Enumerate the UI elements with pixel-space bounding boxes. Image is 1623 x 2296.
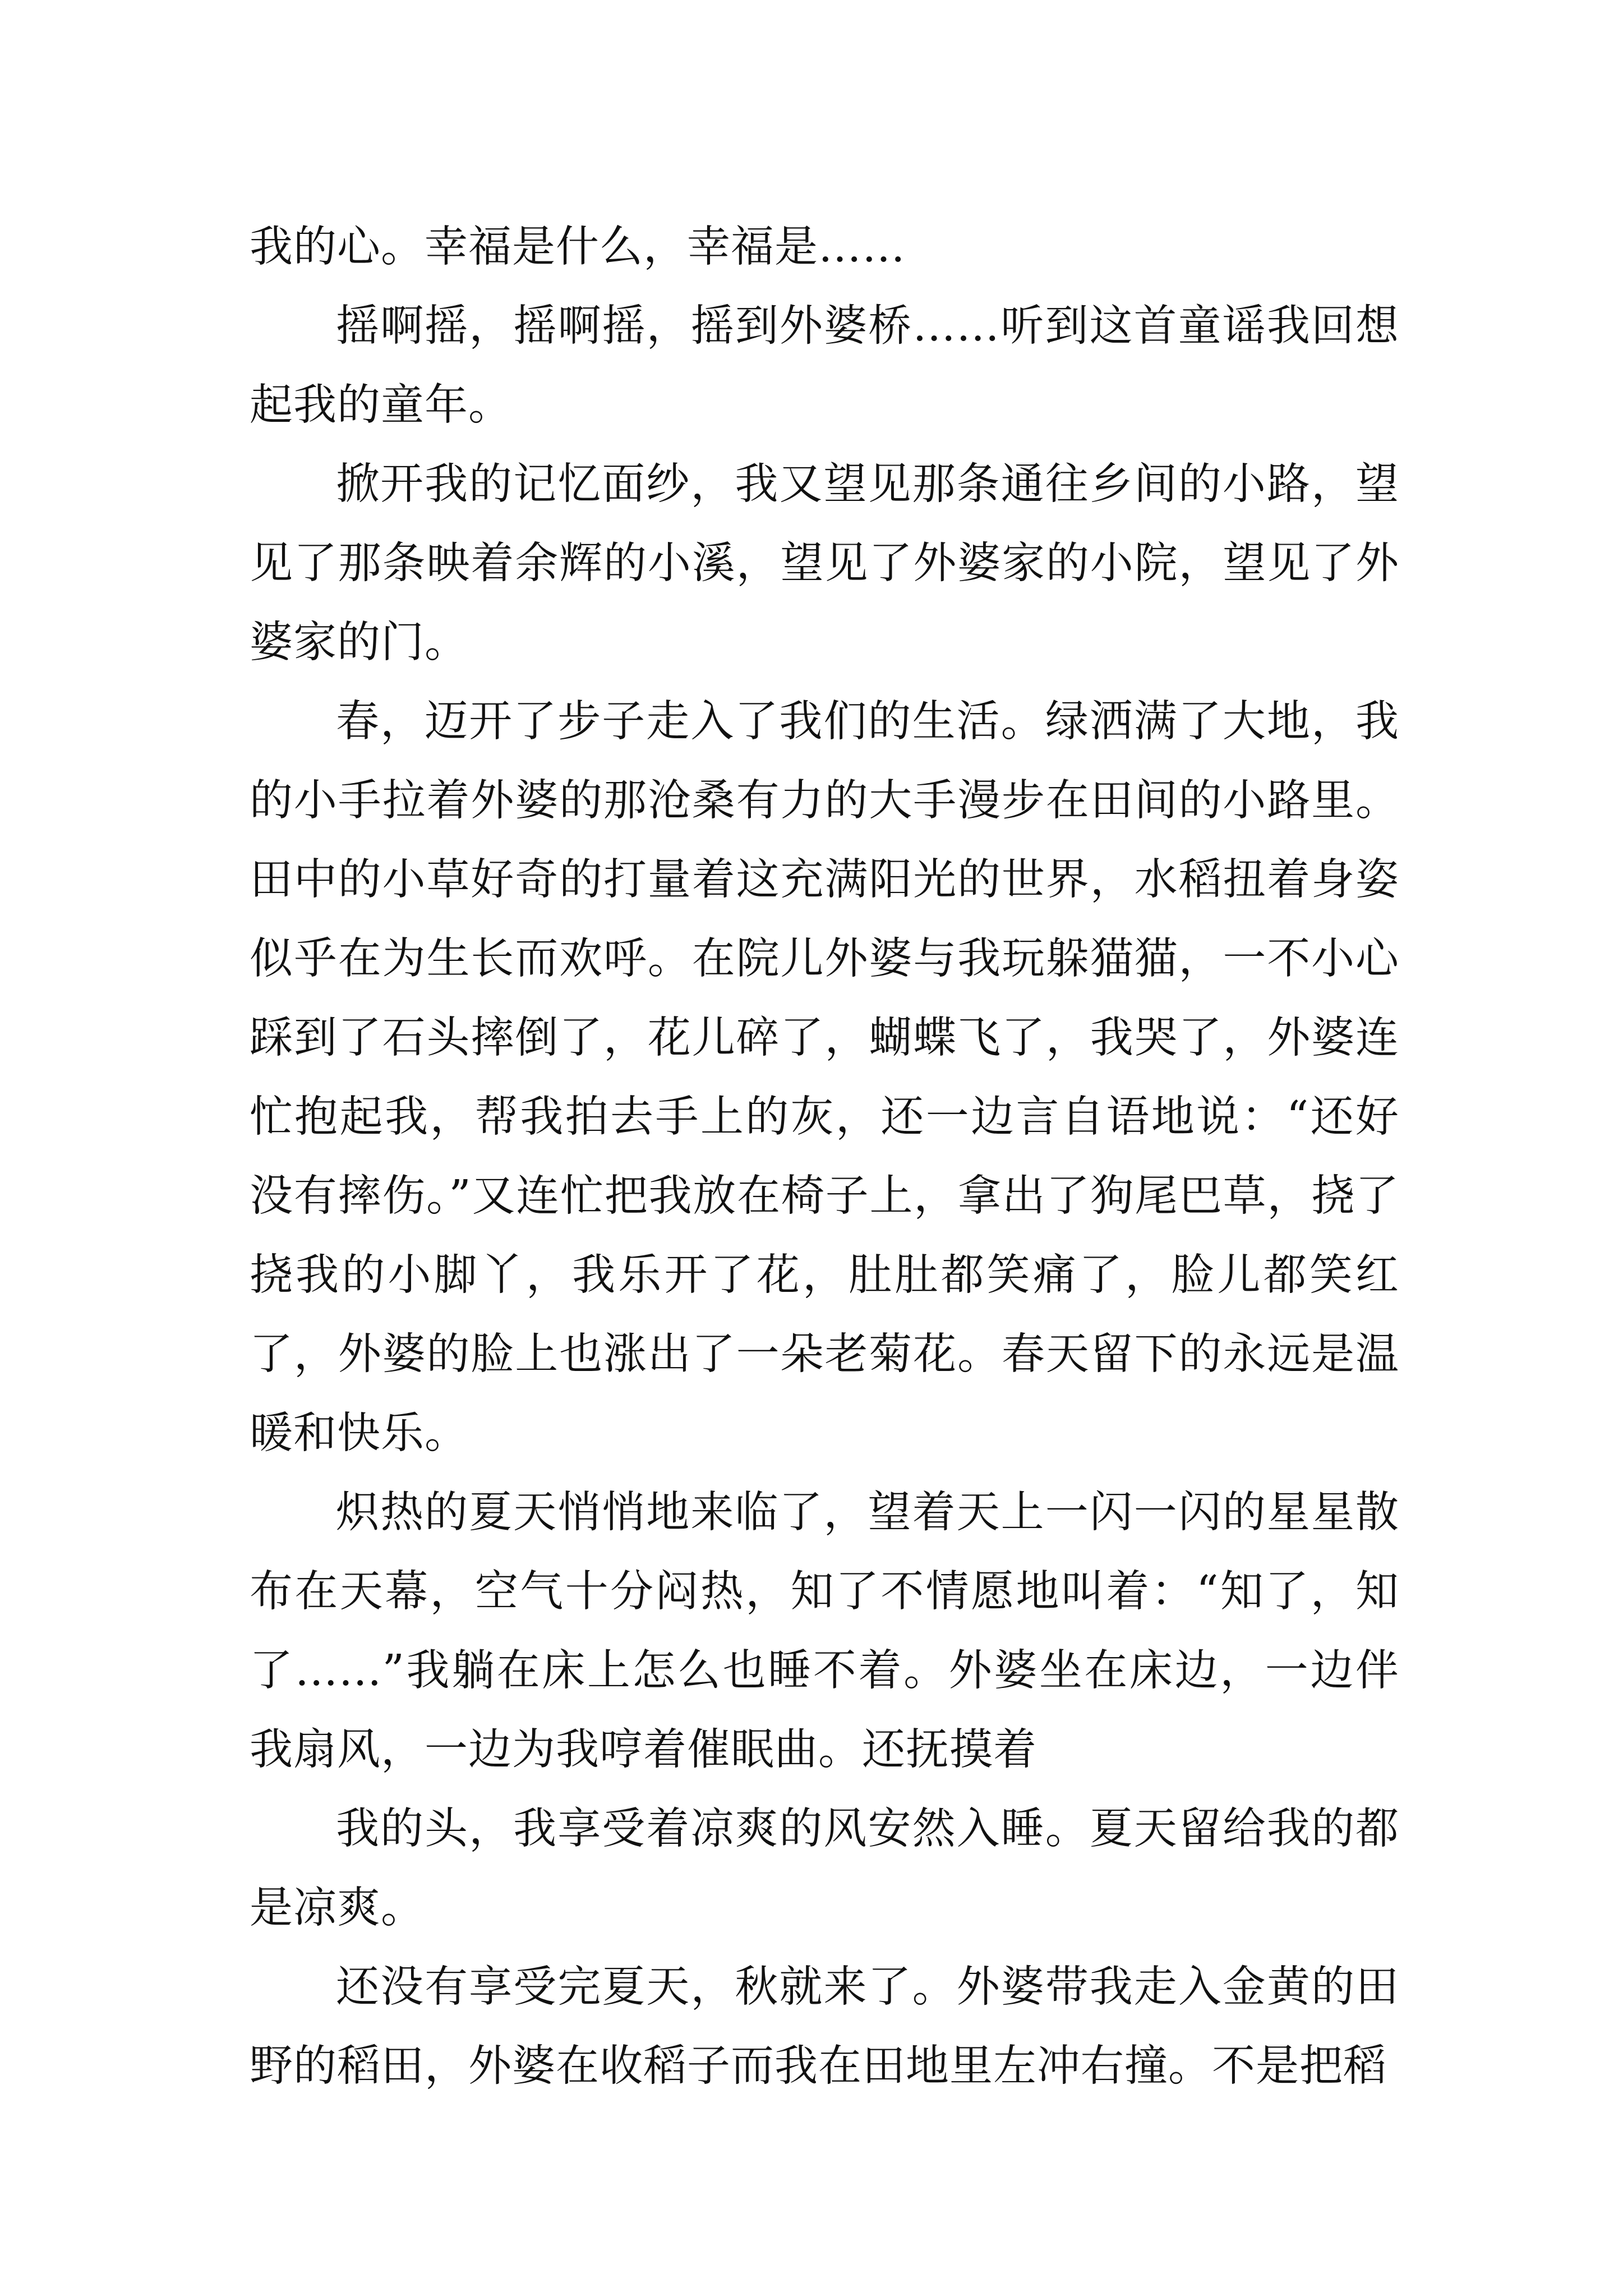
paragraph-6: 我的头，我享受着凉爽的风安然入睡。夏天留给我的都是凉爽。 [250,1804,1399,1933]
paragraph-1: 我的心。幸福是什么，幸福是…… [250,222,906,272]
paragraph-5: 炽热的夏天悄悄地来临了，望着天上一闪一闪的星星散布在天幕，空气十分闷热，知了不情愿地叫着：“知了，知了……”我躺在床上怎么也睡不着。外婆坐在床边，一边伴我扇风，一边为我哼着催眠曲。还抚摸着 [250,1488,1399,1775]
paragraph-4: 春，迈开了步子走入了我们的生活。绿洒满了大地，我的小手拉着外婆的那沧桑有力的大手漫步在田间的小路里。田中的小草好奇的打量着这充满阳光的世界，水稻扭着身姿似乎在为生长而欢呼。在院儿外婆与我玩躲猫猫，一不小心踩到了石头摔倒了，花儿碎了，蝴蝶飞了，我哭了，外婆连忙抱起我，帮我拍去手上的灰，还一边言自语地说：“还好没有摔伤。”又连忙把我放在椅子上，拿出了狗尾巴草，挠了挠我的小脚丫，我乐开了花，肚肚都笑痛了，脸儿都笑红了，外婆的脸上也涨出了一朵老菊花。春天留下的永远是温暖和快乐。 [250,697,1399,1458]
paragraph-3: 掀开我的记忆面纱，我又望见那条通往乡间的小路，望见了那条映着余辉的小溪，望见了外婆家的小院，望见了外婆家的门。 [250,459,1399,668]
body-text [250,208,1399,2106]
paragraph-7: 还没有享受完夏天，秋就来了。外婆带我走入金黄的田野的稻田，外婆在收稻子而我在田地里左冲右撞。不是把稻 [250,1962,1399,2091]
paragraph-2: 摇啊摇，摇啊摇，摇到外婆桥……听到这首童谣我回想起我的童年。 [250,301,1399,430]
